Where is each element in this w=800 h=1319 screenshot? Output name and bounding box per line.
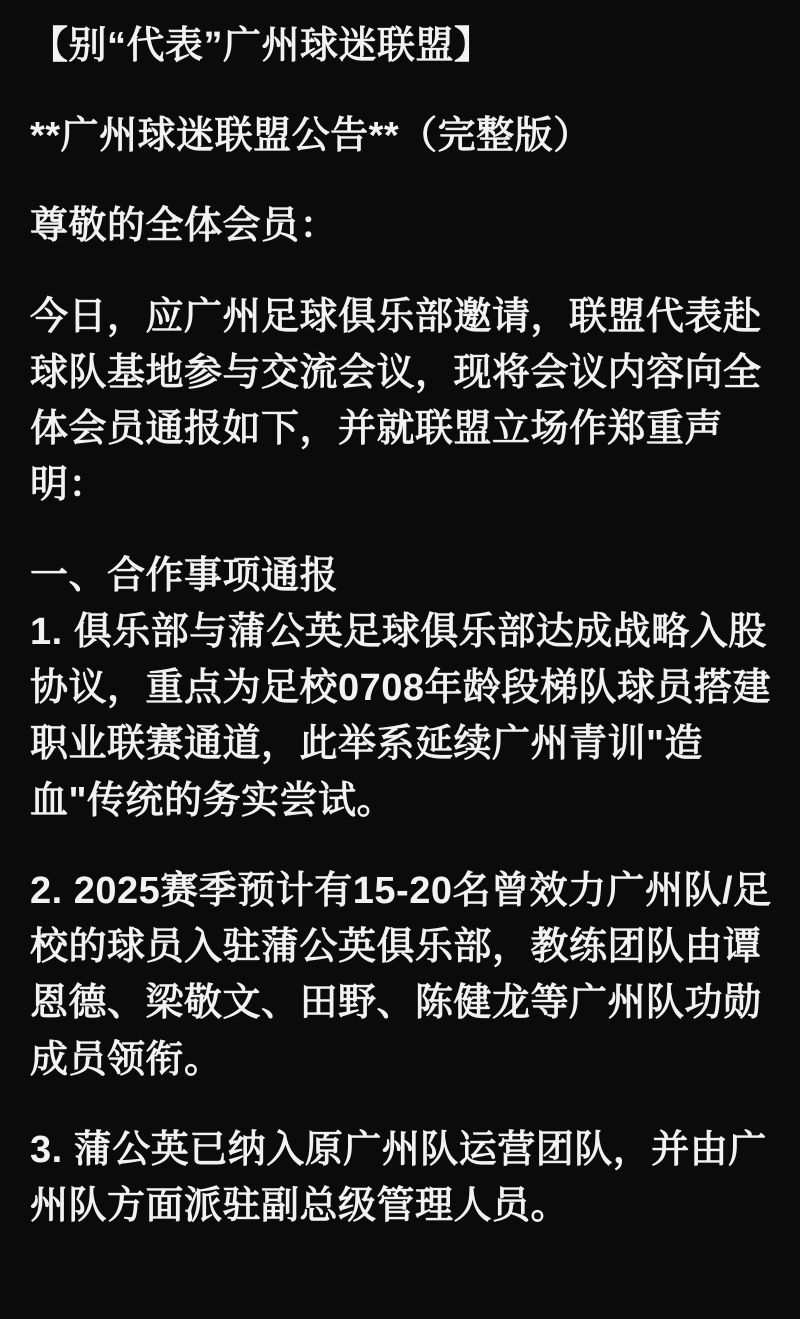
item-1: 1. 俱乐部与蒲公英足球俱乐部达成战略入股协议，重点为足校0708年龄段梯队球员搭建职业联赛通道，此举系延续广州青训"造血"传统的务实尝试。 bbox=[30, 610, 772, 822]
intro-paragraph: 今日，应广州足球俱乐部邀请，联盟代表赴球队基地参与交流会议，现将会议内容向全体会员通报如下，并就联盟立场作郑重声明： bbox=[30, 295, 762, 507]
document-body bbox=[30, 18, 774, 1234]
salutation: 尊敬的全体会员： bbox=[30, 205, 339, 248]
item-3: 3. 蒲公英已纳入原广州队运营团队，并由广州队方面派驻副总级管理人员。 bbox=[30, 1128, 767, 1227]
announcement-heading: **广州球迷联盟公告**（完整版） bbox=[30, 115, 592, 158]
item-2: 2. 2025赛季预计有15-20名曾效力广州队/足校的球员入驻蒲公英俱乐部，教练团队由谭恩德、梁敬文、田野、陈健龙等广州队功勋成员领衔。 bbox=[30, 869, 772, 1081]
section-one-heading: 一、合作事项通报 bbox=[30, 554, 339, 597]
document-title: 【别“代表”广州球迷联盟】 bbox=[30, 25, 493, 67]
